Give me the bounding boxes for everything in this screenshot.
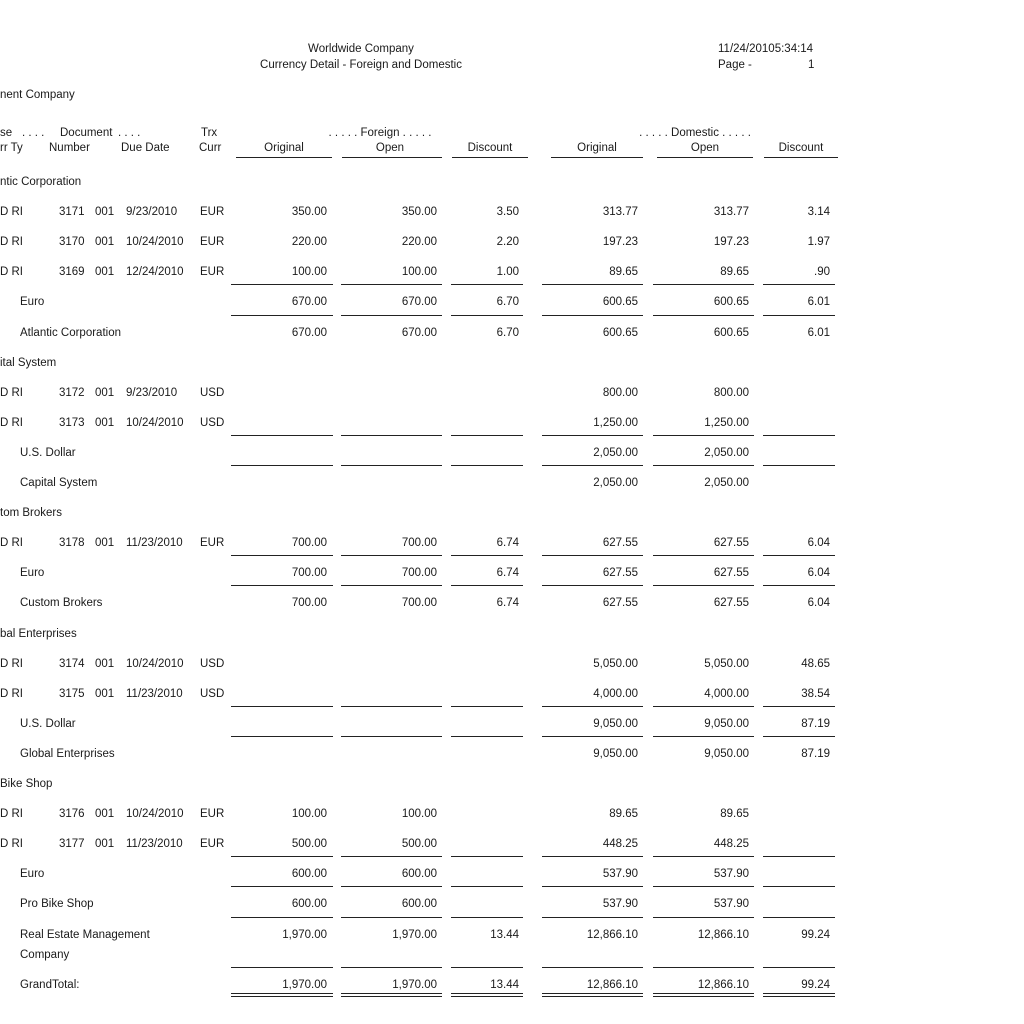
total-rule (763, 917, 835, 918)
total-rule (653, 967, 754, 968)
total-rule (341, 435, 442, 436)
document-seq: 001 (95, 416, 115, 429)
currency-code: USD (200, 657, 225, 670)
col-header-foreign-open: Open (375, 142, 405, 154)
total-rule (542, 706, 643, 707)
col-header-c1: se (0, 127, 13, 139)
entity-name: nent Company (0, 89, 75, 101)
total-rule (763, 555, 835, 556)
currency-subtotal-label: Euro (20, 868, 45, 881)
total-rule (451, 555, 523, 556)
subtotal-f-open: 600.00 (401, 868, 437, 881)
customer-name: bal Enterprises (0, 627, 77, 640)
customer-name: ital System (0, 356, 57, 369)
amount-d-disc: 3.14 (807, 206, 830, 219)
col-header-trx: Trx (201, 127, 218, 139)
document-number: 3178 (59, 537, 85, 550)
document-seq: 001 (95, 236, 115, 249)
customer-total-d-orig: 9,050.00 (593, 747, 638, 760)
grand-total-d-orig: 12,866.10 (586, 978, 638, 991)
document-number: 3172 (59, 386, 85, 399)
amount-f-disc: 6.74 (496, 537, 519, 550)
customer-total-f-open: 700.00 (401, 597, 437, 610)
total-rule (231, 555, 333, 556)
amount-f-open: 100.00 (401, 808, 437, 821)
total-rule (653, 315, 754, 316)
total-rule (653, 465, 754, 466)
total-rule (542, 856, 643, 857)
amount-d-open: 5,050.00 (704, 657, 749, 670)
due-date: 10/24/2010 (126, 808, 184, 821)
document-number: 3169 (59, 266, 85, 279)
amount-d-open: 89.65 (720, 266, 749, 279)
total-rule (763, 465, 835, 466)
col-header-domestic-original: Original (577, 142, 617, 154)
amount-d-open: 800.00 (713, 386, 749, 399)
amount-f-orig: 350.00 (291, 206, 327, 219)
document-number: 3173 (59, 416, 85, 429)
amount-f-disc: 2.20 (496, 236, 519, 249)
document-number: 3171 (59, 206, 85, 219)
document-number: 3177 (59, 838, 85, 851)
total-rule (341, 856, 442, 857)
total-rule (542, 284, 643, 285)
subtotal-f-disc: 6.74 (496, 567, 519, 580)
total-rule (653, 435, 754, 436)
subtotal-d-orig: 9,050.00 (593, 717, 638, 730)
currency-code: EUR (200, 206, 225, 219)
subtotal-d-orig: 2,050.00 (593, 446, 638, 459)
amount-d-open: 313.77 (713, 206, 749, 219)
document-seq: 001 (95, 687, 115, 700)
total-rule (763, 435, 835, 436)
customer-total-f-orig: 670.00 (291, 326, 327, 339)
currency-code: USD (200, 687, 225, 700)
double-rule (763, 993, 835, 997)
due-date: 11/23/2010 (126, 838, 183, 851)
subtotal-d-open: 537.90 (713, 868, 749, 881)
subtotal-d-disc: 87.19 (801, 717, 830, 730)
col-header-domestic-discount: Discount (778, 142, 824, 154)
total-rule (231, 585, 333, 586)
subtotal-d-disc: 6.04 (807, 567, 830, 580)
customer-total-label: Pro Bike Shop (20, 898, 94, 911)
document-seq: 001 (95, 537, 115, 550)
document-number: 3170 (59, 236, 85, 249)
total-rule (653, 856, 754, 857)
amount-d-disc: 48.65 (801, 657, 830, 670)
document-seq: 001 (95, 808, 115, 821)
currency-code: EUR (200, 266, 225, 279)
total-rule (231, 435, 333, 436)
entity-total-d-open: 12,866.10 (697, 928, 749, 941)
due-date: 9/23/2010 (126, 206, 178, 219)
document-seq: 001 (95, 657, 115, 670)
amount-f-disc: 3.50 (496, 206, 519, 219)
total-rule (451, 706, 523, 707)
currency-code: EUR (200, 236, 225, 249)
document-number: 3176 (59, 808, 85, 821)
row-prefix: D RI (0, 537, 23, 550)
customer-total-f-disc: 6.70 (496, 326, 519, 339)
currency-subtotal-label: U.S. Dollar (20, 717, 76, 730)
total-rule (451, 585, 523, 586)
amount-d-disc: .90 (814, 266, 830, 279)
amount-d-orig: 448.25 (602, 838, 638, 851)
col-header-foreign: . . . . . Foreign . . . . . (328, 127, 432, 139)
amount-d-orig: 313.77 (602, 206, 638, 219)
customer-total-label: Capital System (20, 477, 98, 489)
total-rule (653, 555, 754, 556)
amount-d-orig: 627.55 (602, 537, 638, 550)
currency-subtotal-label: U.S. Dollar (20, 446, 76, 459)
customer-total-f-orig: 600.00 (291, 898, 327, 911)
total-rule (231, 706, 333, 707)
amount-d-open: 197.23 (713, 236, 749, 249)
amount-d-orig: 89.65 (609, 266, 638, 279)
total-rule (231, 856, 333, 857)
col-header-due-date: Due Date (121, 142, 170, 154)
col-header-domestic: . . . . . Domestic . . . . . (639, 127, 751, 139)
amount-d-open: 448.25 (713, 838, 749, 851)
document-seq: 001 (95, 386, 115, 399)
total-rule (231, 736, 333, 737)
total-rule (542, 435, 643, 436)
customer-total-d-open: 2,050.00 (704, 477, 749, 489)
col-header-document-dots: . . . . (118, 127, 141, 139)
total-rule (231, 465, 333, 466)
total-rule (763, 706, 835, 707)
col-underline (551, 157, 643, 158)
customer-total-d-orig: 627.55 (602, 597, 638, 610)
document-seq: 001 (95, 206, 115, 219)
subtotal-d-orig: 600.65 (602, 296, 638, 309)
amount-f-open: 100.00 (401, 266, 437, 279)
entity-total-f-open: 1,970.00 (392, 928, 437, 941)
total-rule (341, 967, 442, 968)
col-underline (764, 157, 838, 158)
row-prefix: D RI (0, 266, 23, 279)
row-prefix: D RI (0, 687, 23, 700)
currency-code: EUR (200, 537, 225, 550)
subtotal-f-orig: 600.00 (291, 868, 327, 881)
total-rule (341, 284, 442, 285)
amount-f-orig: 700.00 (291, 537, 327, 550)
customer-total-d-orig: 2,050.00 (593, 477, 638, 489)
double-rule (451, 993, 523, 997)
row-prefix: D RI (0, 657, 23, 670)
col-header-c1-ty: rr Ty (0, 142, 23, 154)
total-rule (451, 284, 523, 285)
total-rule (763, 585, 835, 586)
amount-f-open: 220.00 (401, 236, 437, 249)
col-header-number: Number (49, 142, 90, 154)
subtotal-d-open: 627.55 (713, 567, 749, 580)
customer-total-d-disc: 87.19 (801, 747, 830, 760)
due-date: 11/23/2010 (126, 687, 183, 700)
row-prefix: D RI (0, 206, 23, 219)
total-rule (451, 315, 523, 316)
total-rule (341, 465, 442, 466)
amount-d-orig: 1,250.00 (593, 416, 638, 429)
total-rule (341, 886, 442, 887)
grand-total-d-disc: 99.24 (801, 978, 830, 991)
total-rule (451, 967, 523, 968)
total-rule (451, 736, 523, 737)
subtotal-f-orig: 700.00 (291, 567, 327, 580)
amount-d-open: 1,250.00 (704, 416, 749, 429)
grand-total-label: GrandTotal: (20, 978, 80, 991)
total-rule (542, 967, 643, 968)
total-rule (653, 585, 754, 586)
total-rule (653, 886, 754, 887)
document-seq: 001 (95, 266, 115, 279)
col-header-domestic-open: Open (690, 142, 720, 154)
customer-name: Bike Shop (0, 778, 53, 790)
total-rule (451, 886, 523, 887)
total-rule (542, 736, 643, 737)
customer-total-f-orig: 700.00 (291, 597, 327, 610)
col-underline (452, 157, 528, 158)
total-rule (653, 736, 754, 737)
row-prefix: D RI (0, 236, 23, 249)
col-header-foreign-original: Original (264, 142, 304, 154)
amount-f-open: 350.00 (401, 206, 437, 219)
customer-total-d-open: 627.55 (713, 597, 749, 610)
total-rule (231, 315, 333, 316)
double-rule (542, 993, 643, 997)
customer-total-d-orig: 600.65 (602, 326, 638, 339)
total-rule (231, 967, 333, 968)
grand-total-d-open: 12,866.10 (697, 978, 749, 991)
total-rule (231, 284, 333, 285)
amount-f-orig: 500.00 (291, 838, 327, 851)
row-prefix: D RI (0, 416, 23, 429)
subtotal-f-open: 700.00 (401, 567, 437, 580)
currency-code: EUR (200, 808, 225, 821)
currency-subtotal-label: Euro (20, 296, 45, 309)
due-date: 10/24/2010 (126, 236, 184, 249)
total-rule (451, 465, 523, 466)
total-rule (341, 917, 442, 918)
currency-subtotal-label: Euro (20, 567, 45, 580)
amount-f-open: 500.00 (401, 838, 437, 851)
total-rule (231, 917, 333, 918)
total-rule (763, 315, 835, 316)
entity-total-d-disc: 99.24 (801, 928, 830, 941)
total-rule (451, 435, 523, 436)
currency-code: USD (200, 416, 225, 429)
amount-d-open: 89.65 (720, 808, 749, 821)
currency-code: USD (200, 386, 225, 399)
total-rule (341, 736, 442, 737)
subtotal-f-orig: 670.00 (291, 296, 327, 309)
col-header-foreign-discount: Discount (467, 142, 513, 154)
customer-name: ntic Corporation (0, 176, 82, 188)
amount-d-orig: 4,000.00 (593, 687, 638, 700)
total-rule (231, 886, 333, 887)
col-underline (236, 157, 332, 158)
subtotal-d-open: 600.65 (713, 296, 749, 309)
total-rule (763, 967, 835, 968)
grand-total-f-orig: 1,970.00 (282, 978, 327, 991)
due-date: 10/24/2010 (126, 657, 184, 670)
amount-d-orig: 89.65 (609, 808, 638, 821)
col-underline (342, 157, 442, 158)
subtotal-d-open: 9,050.00 (704, 717, 749, 730)
amount-f-disc: 1.00 (496, 266, 519, 279)
amount-d-disc: 6.04 (807, 537, 830, 550)
customer-total-f-open: 600.00 (401, 898, 437, 911)
row-prefix: D RI (0, 808, 23, 821)
due-date: 11/23/2010 (126, 537, 183, 550)
customer-total-label: Global Enterprises (20, 747, 115, 760)
entity-total-label-2: Company (20, 948, 70, 961)
document-number: 3175 (59, 687, 85, 700)
total-rule (763, 284, 835, 285)
amount-f-orig: 220.00 (291, 236, 327, 249)
customer-total-d-open: 9,050.00 (704, 747, 749, 760)
company-name: Worldwide Company (308, 43, 414, 55)
total-rule (763, 736, 835, 737)
due-date: 12/24/2010 (126, 266, 184, 279)
amount-d-orig: 197.23 (602, 236, 638, 249)
amount-d-orig: 800.00 (602, 386, 638, 399)
subtotal-d-disc: 6.01 (807, 296, 830, 309)
total-rule (542, 585, 643, 586)
total-rule (653, 284, 754, 285)
subtotal-d-open: 2,050.00 (704, 446, 749, 459)
subtotal-f-open: 670.00 (401, 296, 437, 309)
currency-code: EUR (200, 838, 225, 851)
customer-total-d-open: 600.65 (713, 326, 749, 339)
total-rule (341, 555, 442, 556)
subtotal-d-orig: 537.90 (602, 868, 638, 881)
amount-d-disc: 38.54 (801, 687, 830, 700)
amount-d-disc: 1.97 (807, 236, 830, 249)
total-rule (763, 856, 835, 857)
total-rule (341, 315, 442, 316)
page-number: 1 (808, 59, 815, 71)
row-prefix: D RI (0, 386, 23, 399)
total-rule (542, 315, 643, 316)
page-label: Page - (718, 59, 752, 71)
grand-total-f-disc: 13.44 (490, 978, 519, 991)
amount-d-orig: 5,050.00 (593, 657, 638, 670)
entity-total-label: Real Estate Management (20, 928, 150, 941)
total-rule (542, 886, 643, 887)
col-underline (657, 157, 753, 158)
due-date: 9/23/2010 (126, 386, 178, 399)
customer-total-f-open: 670.00 (401, 326, 437, 339)
grand-total-f-open: 1,970.00 (392, 978, 437, 991)
report-datetime: 11/24/20105:34:14 (718, 43, 814, 55)
customer-total-d-disc: 6.01 (807, 326, 830, 339)
customer-total-label: Atlantic Corporation (20, 326, 121, 339)
total-rule (542, 917, 643, 918)
col-header-c1-dots: . . . . (22, 127, 45, 139)
customer-total-label: Custom Brokers (20, 597, 103, 610)
customer-total-d-orig: 537.90 (602, 898, 638, 911)
customer-name: tom Brokers (0, 507, 62, 520)
customer-total-d-open: 537.90 (713, 898, 749, 911)
customer-total-d-disc: 6.04 (807, 597, 830, 610)
double-rule (341, 993, 442, 997)
col-header-curr: Curr (199, 142, 222, 154)
total-rule (653, 706, 754, 707)
total-rule (653, 917, 754, 918)
amount-f-orig: 100.00 (291, 808, 327, 821)
total-rule (451, 856, 523, 857)
col-header-document: Document (60, 127, 113, 139)
amount-f-orig: 100.00 (291, 266, 327, 279)
amount-d-open: 627.55 (713, 537, 749, 550)
total-rule (542, 465, 643, 466)
total-rule (451, 917, 523, 918)
double-rule (231, 993, 333, 997)
total-rule (542, 555, 643, 556)
subtotal-d-orig: 627.55 (602, 567, 638, 580)
entity-total-f-disc: 13.44 (490, 928, 519, 941)
subtotal-f-disc: 6.70 (496, 296, 519, 309)
entity-total-d-orig: 12,866.10 (586, 928, 638, 941)
total-rule (341, 585, 442, 586)
amount-d-open: 4,000.00 (704, 687, 749, 700)
double-rule (653, 993, 754, 997)
amount-f-open: 700.00 (401, 537, 437, 550)
report-title: Currency Detail - Foreign and Domestic (260, 59, 462, 71)
total-rule (341, 706, 442, 707)
customer-total-f-disc: 6.74 (496, 597, 519, 610)
document-number: 3174 (59, 657, 85, 670)
row-prefix: D RI (0, 838, 23, 851)
total-rule (763, 886, 835, 887)
entity-total-f-orig: 1,970.00 (282, 928, 327, 941)
due-date: 10/24/2010 (126, 416, 184, 429)
document-seq: 001 (95, 838, 115, 851)
